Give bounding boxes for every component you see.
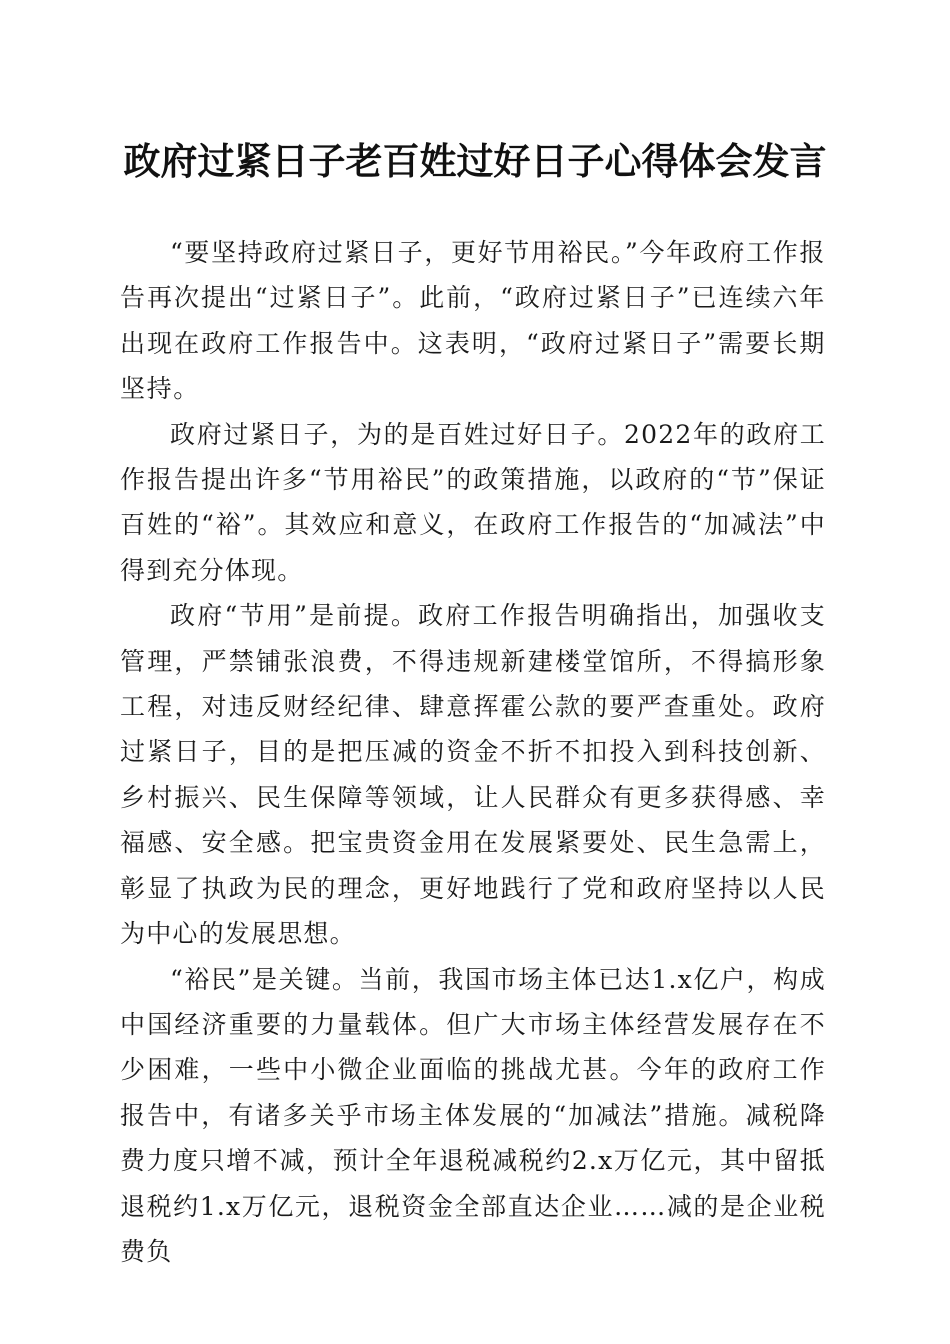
paragraph-3: 政府“节用”是前提。政府工作报告明确指出，加强收支管理，严禁铺张浪费，不得违规新建楼堂馆所，不得搞形象工程，对违反财经纪律、肆意挥霍公款的要严查重处。政府过紧日子，目的是把压减的资金不折不扣投入到科技创新、乡村振兴、民生保障等领域，让人民群众有更多获得感、幸福感、安全感。把宝贵资金用在发展紧要处、民生急需上，彰显了执政为民的理念，更好地践行了党和政府坚持以人民为中心的发展思想。 <box>120 601 826 949</box>
paragraph-2: 政府过紧日子，为的是百姓过好日子。2022年的政府工作报告提出许多“节用裕民”的政策措施，以政府的“节”保证百姓的“裕”。其效应和意义，在政府工作报告的“加减法”中得到充分体现。 <box>120 419 826 585</box>
paragraph-4: “裕民”是关键。当前，我国市场主体已达1.x亿户，构成中国经济重要的力量载体。但广大市场主体经营发展存在不少困难，一些中小微企业面临的挑战尤甚。今年的政府工作报告中，有诸多关乎市场主体发展的“加减法”措施。减税降费力度只增不减，预计全年退税减税约2.x万亿元，其中留抵退税约1.x万亿元，退税资金全部直达企业……减的是企业税费负 <box>120 964 826 1266</box>
document-body <box>120 230 826 1274</box>
paragraph-1: “要坚持政府过紧日子，更好节用裕民。”今年政府工作报告再次提出“过紧日子”。此前，“政府过紧日子”已连续六年出现在政府工作报告中。这表明，“政府过紧日子”需要长期坚持。 <box>120 238 826 404</box>
document-title: 政府过紧日子老百姓过好日子心得体会发言 <box>123 139 827 183</box>
